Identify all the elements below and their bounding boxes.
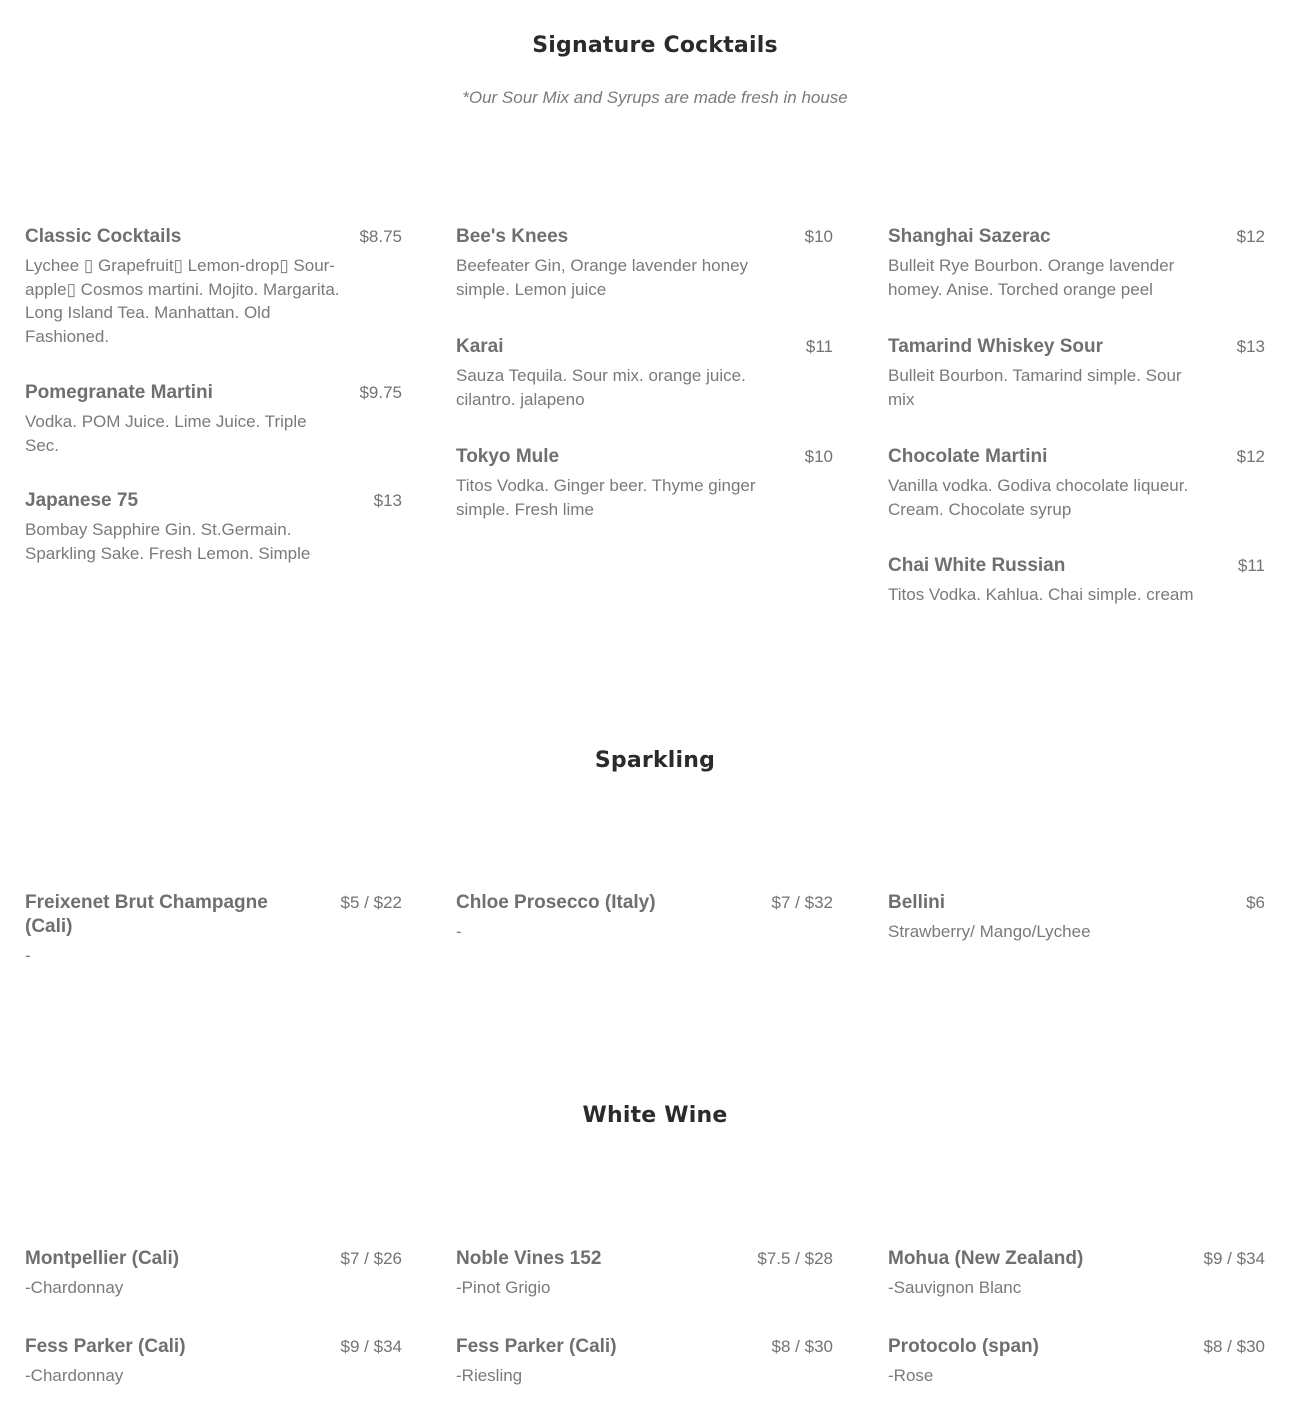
item-description: -Chardonnay: [25, 1278, 124, 1297]
menu-item: [456, 445, 833, 521]
item-name: Fess Parker (Cali): [25, 1335, 186, 1357]
menu-item: [456, 891, 833, 944]
item-price: $8.75: [359, 227, 402, 246]
item-description: -: [25, 946, 31, 965]
item-description: -Riesling: [456, 1365, 523, 1385]
menu-item: [888, 445, 1265, 521]
item-name: Fess Parker (Cali): [456, 1335, 617, 1357]
menu-item: [456, 1335, 833, 1388]
item-description: -Rose: [888, 1365, 934, 1385]
section-title-sparkling: Sparkling: [594, 748, 716, 773]
menu-item: [25, 225, 402, 348]
item-price: $9 / $34: [1203, 1249, 1265, 1268]
item-price: $9 / $34: [340, 1336, 402, 1356]
menu-column: [25, 891, 402, 998]
item-name: Chocolate Martini: [888, 446, 1048, 467]
menu-item: [25, 489, 402, 565]
section-title-white-wine: White Wine: [582, 1103, 728, 1128]
item-name: Montpellier (Cali): [25, 1248, 180, 1269]
item-name: Bellini: [888, 892, 946, 913]
menu-item: [456, 1247, 833, 1300]
menu-item: [25, 1247, 402, 1300]
item-price: $7 / $26: [340, 1249, 402, 1268]
item-name: Pomegranate Martini: [25, 382, 213, 403]
menu-item: [25, 381, 402, 457]
item-description: Titos Vodka. Ginger beer. Thyme ginger simple. Fresh lime: [456, 476, 756, 519]
menu-column: [25, 225, 402, 595]
item-price: $12: [1236, 227, 1265, 246]
item-description: Bombay Sapphire Gin. St.Germain. Sparkling Sake. Fresh Lemon. Simple: [25, 520, 311, 563]
item-name: Protocolo (span): [888, 1335, 1039, 1357]
item-name: Mohua (New Zealand): [888, 1248, 1084, 1269]
menu-item: [456, 335, 833, 411]
menu-column: [888, 891, 1265, 974]
menu-column: [456, 891, 833, 974]
menu-column: [888, 1247, 1265, 1417]
item-description: Vodka. POM Juice. Lime Juice. Triple Sec.: [25, 412, 307, 455]
item-price: $11: [805, 337, 833, 356]
item-name: Tamarind Whiskey Sour: [888, 336, 1104, 357]
menu-item: [888, 225, 1265, 301]
menu-item: [888, 1335, 1265, 1388]
item-description: -Pinot Grigio: [456, 1278, 551, 1297]
section-title-signature-cocktails: Signature Cocktails: [532, 33, 778, 58]
item-description: Vanilla vodka. Godiva chocolate liqueur. Cream. Chocolate syrup: [888, 476, 1189, 519]
menu-item: [888, 554, 1265, 607]
item-description: -Sauvignon Blanc: [888, 1278, 1022, 1297]
item-name: Japanese 75: [25, 490, 139, 511]
item-description: Bulleit Bourbon. Tamarind simple. Sour mix: [888, 366, 1182, 409]
item-description: Strawberry/ Mango/Lychee: [888, 922, 1091, 941]
item-name: Classic Cocktails: [25, 226, 182, 247]
item-name: Bee's Knees: [456, 226, 569, 247]
item-price: $7.5 / $28: [757, 1249, 833, 1268]
item-price: $8 / $30: [771, 1336, 833, 1356]
item-description: Beefeater Gin, Orange lavender honey simple. Lemon juice: [456, 256, 749, 299]
item-price: $12: [1236, 447, 1265, 466]
menu-item: [25, 1335, 402, 1388]
item-price: $10: [804, 447, 833, 466]
item-name: Tokyo Mule: [456, 446, 560, 467]
item-description: Lychee ▯ Grapefruit▯ Lemon-drop▯ Sour-apple▯ Cosmos martini. Mojito. Margarita. Long Island Tea. Manhattan. Old Fashioned.: [25, 256, 340, 346]
section-note: *Our Sour Mix and Syrups are made fresh in house: [462, 88, 848, 107]
item-description: Sauza Tequila. Sour mix. orange juice. cilantro. jalapeno: [456, 366, 746, 409]
item-price: $6: [1246, 893, 1265, 912]
menu-item: [888, 335, 1265, 411]
item-description: -Chardonnay: [25, 1365, 124, 1385]
item-description: Bulleit Rye Bourbon. Orange lavender homey. Anise. Torched orange peel: [888, 256, 1175, 299]
menu-column: [456, 1247, 833, 1417]
item-price: $10: [804, 227, 833, 246]
item-price: $13: [373, 491, 402, 510]
menu-item: [25, 891, 402, 968]
item-price: $8 / $30: [1203, 1336, 1265, 1356]
item-name: Noble Vines 152: [456, 1248, 602, 1269]
item-description: Titos Vodka. Kahlua. Chai simple. cream: [888, 585, 1194, 604]
item-price: $11: [1237, 556, 1265, 575]
menu-item: [888, 1247, 1265, 1300]
item-name: Shanghai Sazerac: [888, 226, 1051, 247]
menu-column: [888, 225, 1265, 637]
item-price: $9.75: [359, 383, 402, 402]
menu-item: [456, 225, 833, 301]
item-name: Freixenet Brut Champagne (Cali): [25, 892, 268, 937]
item-name: Chloe Prosecco (Italy): [456, 892, 656, 913]
item-description: -: [456, 922, 462, 941]
item-name: Karai: [456, 336, 504, 357]
item-name: Chai White Russian: [888, 555, 1066, 576]
menu-column: [456, 225, 833, 551]
item-price: $13: [1236, 337, 1265, 356]
menu-column: [25, 1247, 402, 1417]
item-price: $7 / $32: [771, 893, 833, 912]
menu-item: [888, 891, 1265, 944]
item-price: $5 / $22: [340, 893, 402, 912]
